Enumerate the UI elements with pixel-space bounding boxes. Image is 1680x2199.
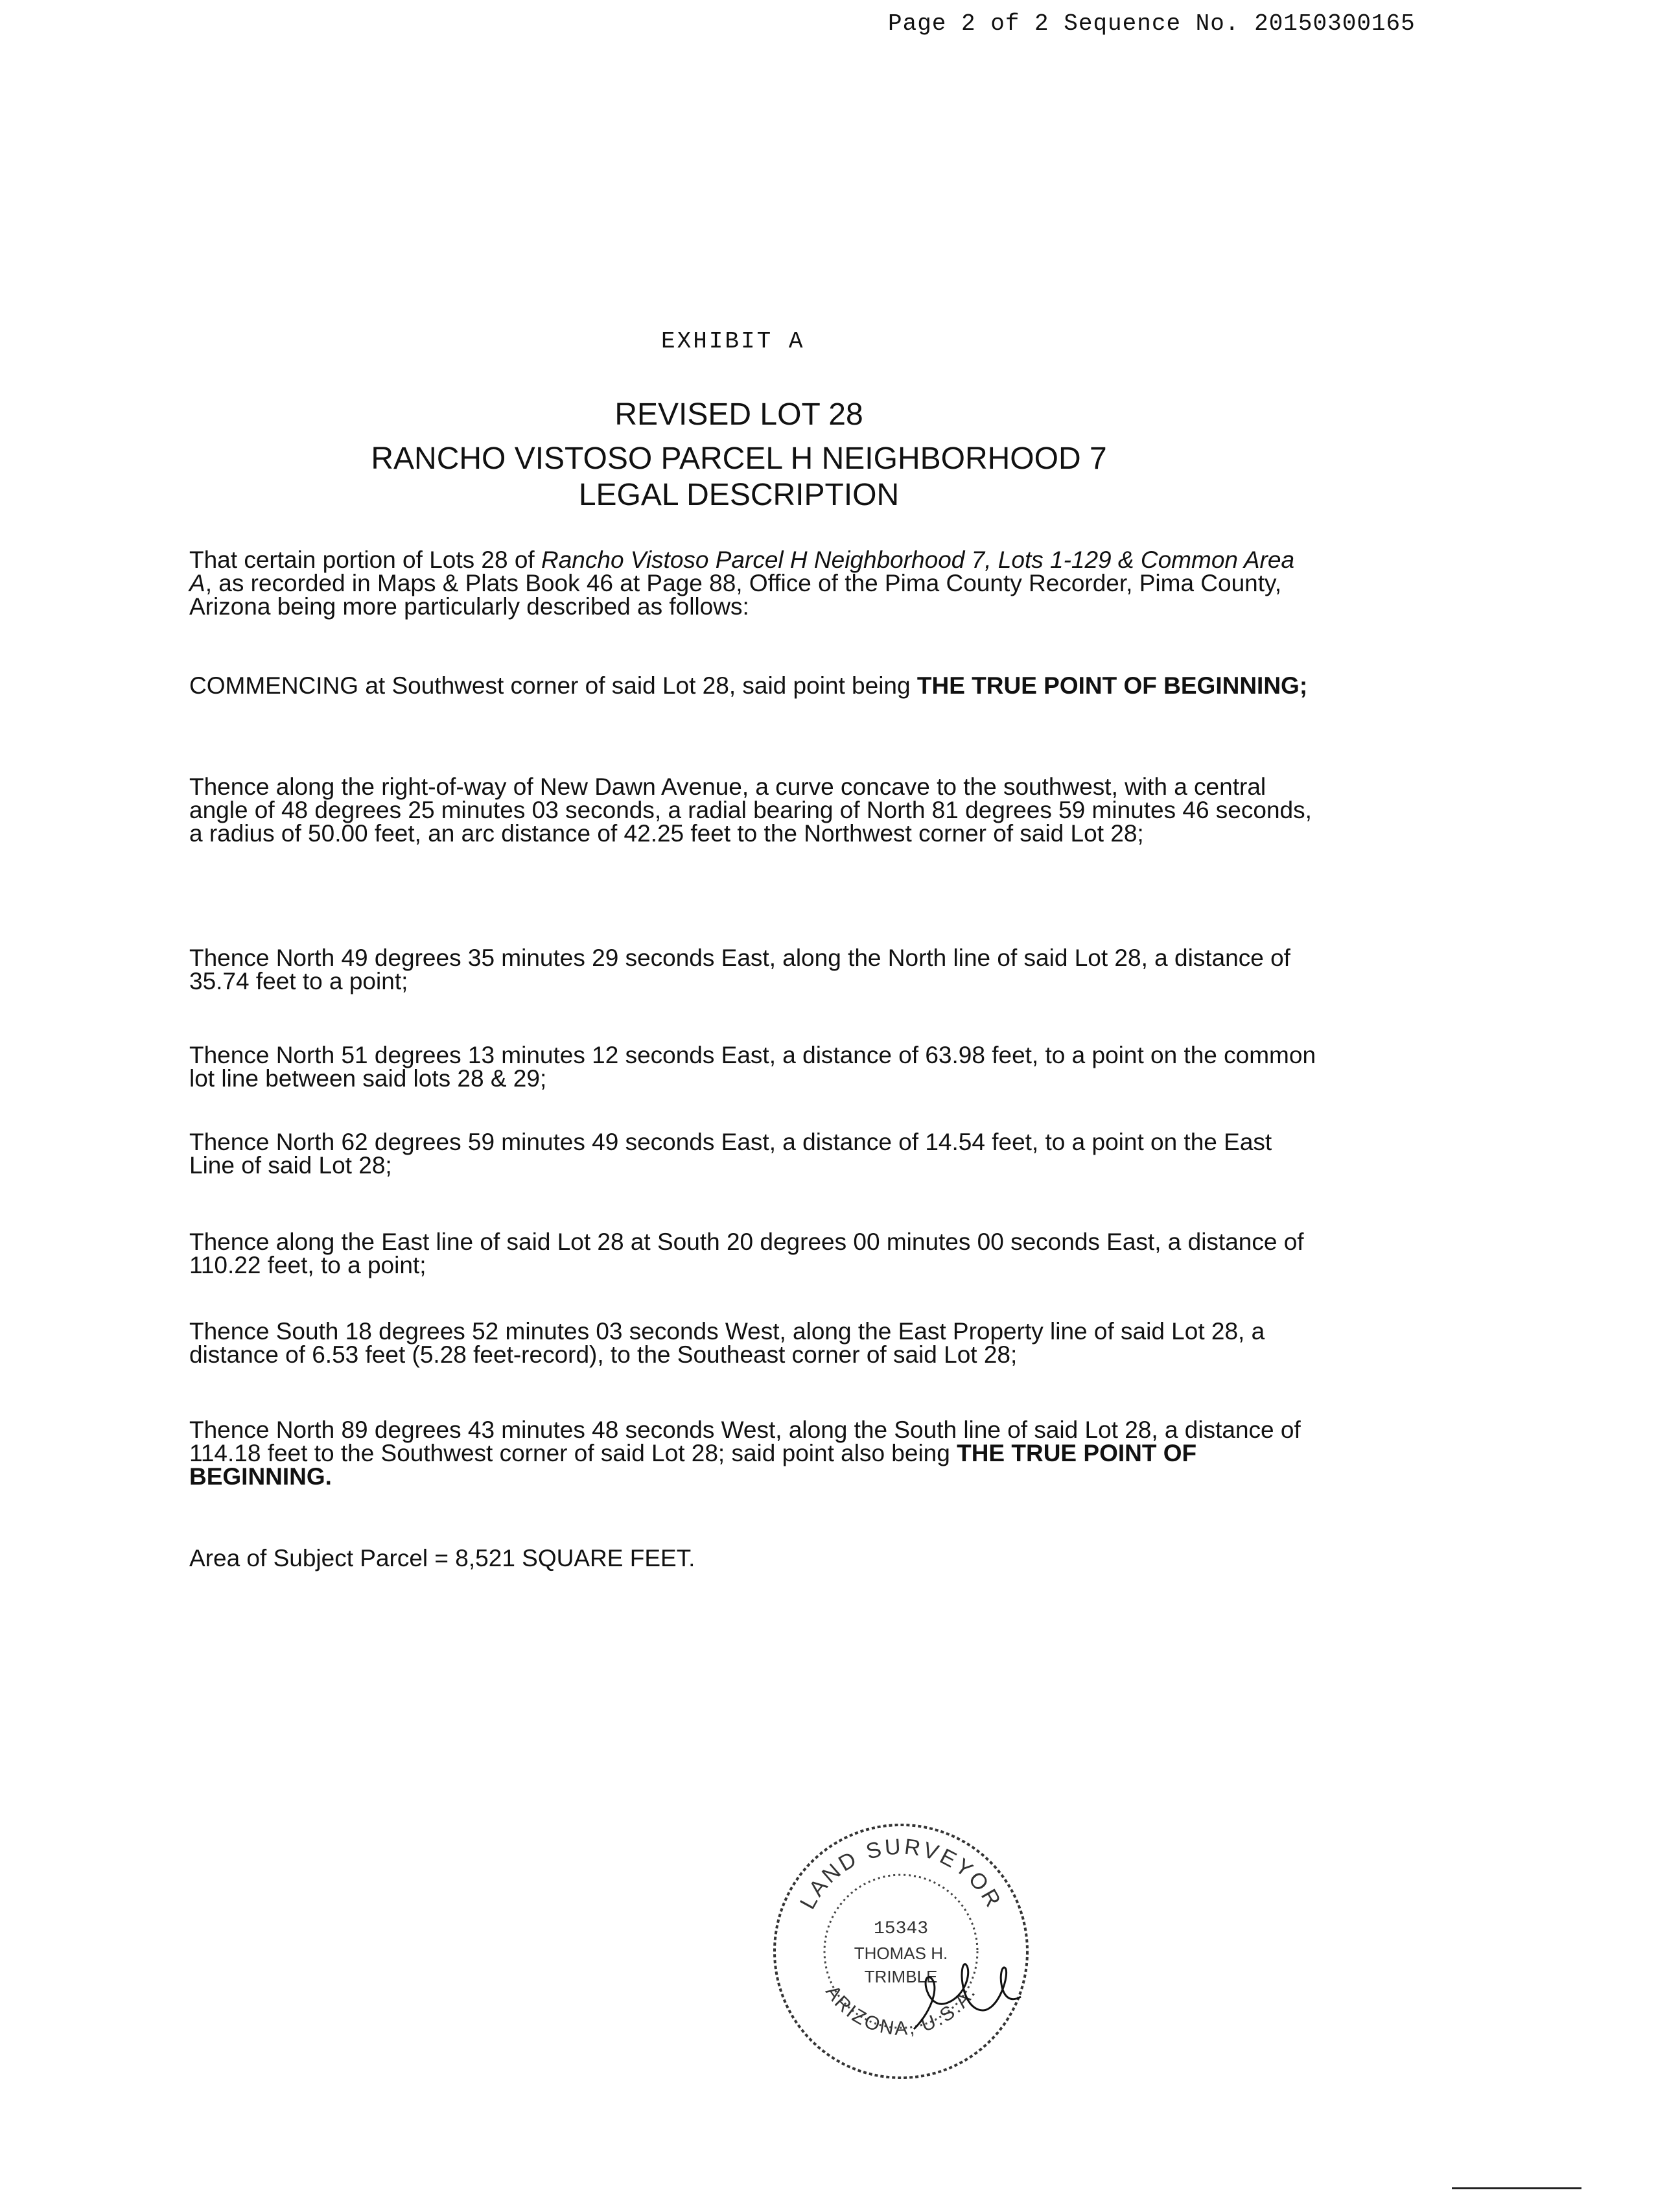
surveyor-seal-graphic: [765, 1815, 1037, 2087]
course-paragraph: Thence North 51 degrees 13 minutes 12 seconds East, a distance of 63.98 feet, to a point on the common lot line between said lots 28 & 29;: [189, 1042, 1316, 1092]
page-sequence-header: Page 2 of 2 Sequence No. 20150300165: [888, 10, 1416, 37]
intro-text-2: , as recorded in Maps & Plats Book 46 at Page 88, Office of the Pima County Recorder, Pima County, Arizona being more particularly described as follows:: [189, 570, 1282, 620]
title-line-2: RANCHO VISTOSO PARCEL H NEIGHBORHOOD 7: [371, 441, 1107, 476]
seal-name-line-2: TRIMBLE: [864, 1967, 938, 1986]
seal-state-text: ARIZONA, U.S.A.: [821, 1981, 981, 2040]
seal-name-line-1: THOMAS H.: [854, 1944, 948, 1963]
title-line-3: LEGAL DESCRIPTION: [578, 478, 900, 512]
footer-rule: [1452, 2187, 1581, 2189]
final-course-bold: THE TRUE POINT OF BEGINNING.: [189, 1440, 1197, 1490]
course-paragraph: Thence along the East line of said Lot 28 at South 20 degrees 00 minutes 00 seconds East, a distance of 110.22 feet, to a point;: [189, 1229, 1304, 1278]
commencing-text: COMMENCING at Southwest corner of said Lot 28, said point being: [189, 672, 917, 699]
final-course-text: Thence North 89 degrees 43 minutes 48 seconds West, along the South line of said Lot 28, a distance of 114.18 feet to the Southwest corner of said Lot 28; said point also being: [189, 1417, 1301, 1466]
course-paragraph: Thence along the right-of-way of New Dawn Avenue, a curve concave to the southwest, with a central angle of 48 degrees 25 minutes 03 seconds, a radial bearing of North 81 degrees 59 minutes 46 seconds, a radius of 50.00 feet, an arc distance of 42.25 feet to the Northwest corner of said Lot 28;: [189, 773, 1312, 847]
commencing-paragraph: [189, 674, 1317, 698]
course-paragraph: Thence South 18 degrees 52 minutes 03 seconds West, along the East Property line of said Lot 28, a distance of 6.53 feet (5.28 feet-record), to the Southeast corner of said Lot 28;: [189, 1318, 1265, 1368]
course-paragraph: Thence North 49 degrees 35 minutes 29 seconds East, along the North line of said Lot 28, a distance of 35.74 feet to a point;: [189, 945, 1290, 994]
intro-paragraph: [189, 548, 1317, 618]
surveyor-seal: [765, 1815, 1037, 2087]
seal-number: 15343: [873, 1919, 929, 1939]
intro-text-1: That certain portion of Lots 28 of: [189, 547, 541, 573]
seal-ring-text: LAND SURVEYOR: [795, 1834, 1007, 1914]
commencing-bold: THE TRUE POINT OF BEGINNING;: [916, 672, 1308, 699]
area-statement: Area of Subject Parcel = 8,521 SQUARE FEET.: [189, 1545, 695, 1571]
title-line-1: REVISED LOT 28: [614, 397, 863, 432]
intro-subdivision-name: Rancho Vistoso Parcel H Neighborhood 7, Lots 1-129 & Common Area A: [189, 547, 1295, 596]
final-course-paragraph: [189, 1418, 1317, 1488]
exhibit-label: EXHIBIT A: [661, 328, 805, 355]
course-paragraph: Thence North 62 degrees 59 minutes 49 seconds East, a distance of 14.54 feet, to a point on the East Line of said Lot 28;: [189, 1129, 1272, 1179]
